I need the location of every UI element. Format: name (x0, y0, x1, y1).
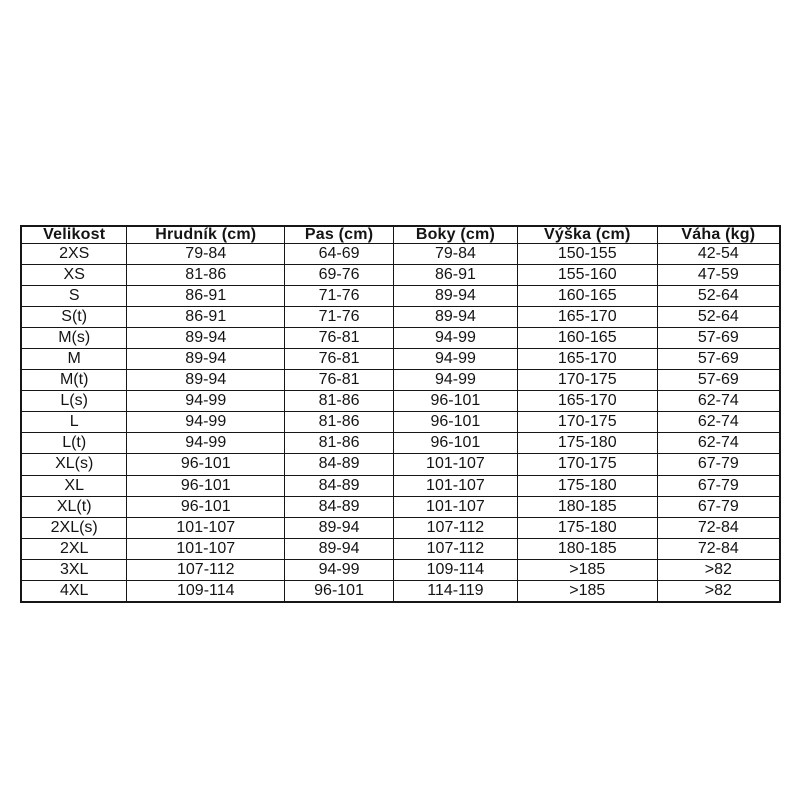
measurement-cell: 96-101 (393, 412, 517, 433)
measurement-cell: 84-89 (285, 475, 394, 496)
table-row (21, 496, 780, 517)
table-row (21, 244, 780, 265)
measurement-cell: >185 (517, 580, 657, 602)
size-chart-header-row (21, 226, 780, 244)
measurement-cell: 165-170 (517, 307, 657, 328)
measurement-cell: 81-86 (127, 265, 285, 286)
measurement-cell: 175-180 (517, 517, 657, 538)
measurement-cell: 101-107 (393, 454, 517, 475)
measurement-cell: 72-84 (657, 517, 780, 538)
column-header: Pas (cm) (285, 226, 394, 244)
measurement-cell: 62-74 (657, 391, 780, 412)
size-label-cell: XL(t) (21, 496, 127, 517)
table-row (21, 517, 780, 538)
column-header: Hrudník (cm) (127, 226, 285, 244)
measurement-cell: 69-76 (285, 265, 394, 286)
column-header: Váha (kg) (657, 226, 780, 244)
measurement-cell: 62-74 (657, 433, 780, 454)
measurement-cell: 47-59 (657, 265, 780, 286)
header-row (21, 226, 780, 244)
measurement-cell: 175-180 (517, 475, 657, 496)
measurement-cell: 107-112 (393, 517, 517, 538)
measurement-cell: 57-69 (657, 370, 780, 391)
measurement-cell: 79-84 (127, 244, 285, 265)
measurement-cell: 170-175 (517, 454, 657, 475)
measurement-cell: 89-94 (285, 538, 394, 559)
measurement-cell: >185 (517, 559, 657, 580)
measurement-cell: 180-185 (517, 496, 657, 517)
measurement-cell: 150-155 (517, 244, 657, 265)
measurement-cell: 81-86 (285, 412, 394, 433)
size-chart-table (20, 225, 781, 603)
measurement-cell: 86-91 (393, 265, 517, 286)
size-label-cell: M(s) (21, 328, 127, 349)
size-label-cell: XL(s) (21, 454, 127, 475)
size-label-cell: 2XL (21, 538, 127, 559)
table-row (21, 349, 780, 370)
table-row (21, 454, 780, 475)
measurement-cell: 57-69 (657, 328, 780, 349)
measurement-cell: 94-99 (127, 412, 285, 433)
measurement-cell: 109-114 (393, 559, 517, 580)
measurement-cell: 94-99 (393, 349, 517, 370)
measurement-cell: 67-79 (657, 454, 780, 475)
measurement-cell: 107-112 (127, 559, 285, 580)
column-header: Boky (cm) (393, 226, 517, 244)
size-label-cell: L(s) (21, 391, 127, 412)
measurement-cell: 62-74 (657, 412, 780, 433)
measurement-cell: 89-94 (393, 286, 517, 307)
measurement-cell: 96-101 (127, 454, 285, 475)
measurement-cell: 101-107 (127, 517, 285, 538)
measurement-cell: 89-94 (127, 349, 285, 370)
table-row (21, 433, 780, 454)
measurement-cell: 180-185 (517, 538, 657, 559)
measurement-cell: 86-91 (127, 286, 285, 307)
measurement-cell: 76-81 (285, 328, 394, 349)
table-row (21, 475, 780, 496)
measurement-cell: 155-160 (517, 265, 657, 286)
size-chart-table-container (20, 225, 781, 603)
measurement-cell: 89-94 (127, 370, 285, 391)
table-row (21, 328, 780, 349)
table-row (21, 265, 780, 286)
size-chart-body (21, 244, 780, 603)
measurement-cell: 160-165 (517, 286, 657, 307)
measurement-cell: 42-54 (657, 244, 780, 265)
measurement-cell: 96-101 (285, 580, 394, 602)
table-row (21, 538, 780, 559)
measurement-cell: 84-89 (285, 454, 394, 475)
measurement-cell: 170-175 (517, 370, 657, 391)
measurement-cell: 94-99 (393, 370, 517, 391)
size-label-cell: S(t) (21, 307, 127, 328)
measurement-cell: 101-107 (393, 475, 517, 496)
measurement-cell: 160-165 (517, 328, 657, 349)
measurement-cell: 96-101 (127, 496, 285, 517)
measurement-cell: 96-101 (393, 391, 517, 412)
measurement-cell: 64-69 (285, 244, 394, 265)
measurement-cell: 96-101 (393, 433, 517, 454)
measurement-cell: 165-170 (517, 391, 657, 412)
measurement-cell: 52-64 (657, 307, 780, 328)
measurement-cell: >82 (657, 559, 780, 580)
measurement-cell: 109-114 (127, 580, 285, 602)
measurement-cell: 79-84 (393, 244, 517, 265)
measurement-cell: 96-101 (127, 475, 285, 496)
measurement-cell: 81-86 (285, 433, 394, 454)
table-row (21, 286, 780, 307)
table-row (21, 391, 780, 412)
measurement-cell: 114-119 (393, 580, 517, 602)
measurement-cell: 76-81 (285, 349, 394, 370)
table-row (21, 412, 780, 433)
size-label-cell: M(t) (21, 370, 127, 391)
size-label-cell: S (21, 286, 127, 307)
measurement-cell: >82 (657, 580, 780, 602)
measurement-cell: 165-170 (517, 349, 657, 370)
measurement-cell: 71-76 (285, 307, 394, 328)
size-label-cell: L(t) (21, 433, 127, 454)
column-header: Výška (cm) (517, 226, 657, 244)
measurement-cell: 94-99 (285, 559, 394, 580)
measurement-cell: 67-79 (657, 496, 780, 517)
measurement-cell: 107-112 (393, 538, 517, 559)
measurement-cell: 76-81 (285, 370, 394, 391)
size-label-cell: 2XS (21, 244, 127, 265)
measurement-cell: 89-94 (393, 307, 517, 328)
measurement-cell: 72-84 (657, 538, 780, 559)
table-row (21, 307, 780, 328)
size-label-cell: L (21, 412, 127, 433)
table-row (21, 559, 780, 580)
size-label-cell: XS (21, 265, 127, 286)
measurement-cell: 94-99 (127, 391, 285, 412)
size-label-cell: M (21, 349, 127, 370)
measurement-cell: 89-94 (127, 328, 285, 349)
measurement-cell: 170-175 (517, 412, 657, 433)
table-row (21, 370, 780, 391)
table-row (21, 580, 780, 602)
measurement-cell: 71-76 (285, 286, 394, 307)
measurement-cell: 94-99 (127, 433, 285, 454)
measurement-cell: 67-79 (657, 475, 780, 496)
size-label-cell: 3XL (21, 559, 127, 580)
measurement-cell: 94-99 (393, 328, 517, 349)
measurement-cell: 57-69 (657, 349, 780, 370)
measurement-cell: 175-180 (517, 433, 657, 454)
measurement-cell: 86-91 (127, 307, 285, 328)
size-label-cell: 4XL (21, 580, 127, 602)
measurement-cell: 89-94 (285, 517, 394, 538)
measurement-cell: 101-107 (127, 538, 285, 559)
measurement-cell: 101-107 (393, 496, 517, 517)
measurement-cell: 52-64 (657, 286, 780, 307)
column-header: Velikost (21, 226, 127, 244)
size-label-cell: XL (21, 475, 127, 496)
measurement-cell: 81-86 (285, 391, 394, 412)
measurement-cell: 84-89 (285, 496, 394, 517)
size-label-cell: 2XL(s) (21, 517, 127, 538)
